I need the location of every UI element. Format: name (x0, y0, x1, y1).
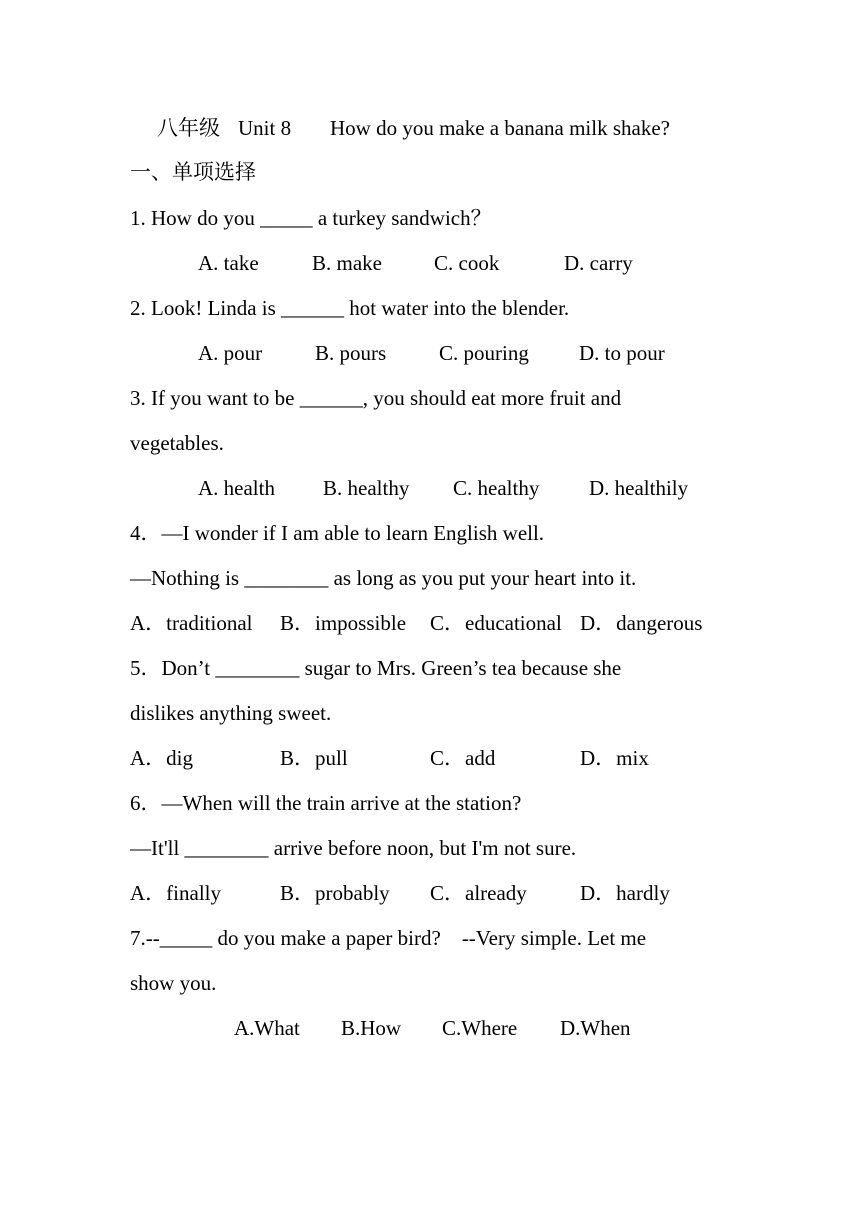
question-4-stem: 4．—I wonder if I am able to learn English well. (130, 521, 545, 545)
question-1-option-c: C. cook (434, 251, 500, 275)
question-5-option-b: B．pull (280, 746, 348, 770)
question-6-option-c: C．already (430, 881, 527, 905)
question-4-option-d: D．dangerous (580, 611, 703, 635)
question-7-stem-cont: show you. (130, 971, 217, 995)
question-6-stem-cont: —It'll ________ arrive before noon, but I'm not sure. (130, 836, 577, 860)
question-7-option-b: B.How (341, 1016, 402, 1040)
question-3-option-b: B. healthy (323, 476, 410, 500)
question-4-option-a: A．traditional (130, 611, 253, 635)
question-6-option-b: B．probably (280, 881, 390, 905)
section-heading: 一、单项选择 (130, 160, 256, 184)
title-unit: Unit 8 (238, 116, 292, 140)
question-7-option-a: A.What (234, 1016, 300, 1040)
question-5-option-a: A．dig (130, 746, 193, 770)
question-1-option-b: B. make (312, 251, 382, 275)
question-1-stem: 1. How do you _____ a turkey sandwich？ (130, 206, 492, 230)
question-1-option-d: D. carry (564, 251, 633, 275)
question-3-option-a: A. health (198, 476, 275, 500)
question-7-option-c: C.Where (442, 1016, 518, 1040)
question-4-option-b: B．impossible (280, 611, 407, 635)
title-grade: 八年级 (157, 116, 220, 140)
question-2-stem: 2. Look! Linda is ______ hot water into the blender. (130, 296, 570, 320)
question-1-option-a: A. take (198, 251, 259, 275)
question-5-stem-cont: dislikes anything sweet. (130, 701, 332, 725)
question-6-option-d: D．hardly (580, 881, 670, 905)
title-text: How do you make a banana milk shake? (330, 116, 670, 140)
question-6-option-a: A．finally (130, 881, 221, 905)
question-7-option-d: D.When (560, 1016, 631, 1040)
question-2-option-b: B. pours (315, 341, 387, 365)
question-7-stem: 7.--_____ do you make a paper bird? --Very simple. Let me (130, 926, 647, 950)
question-4-option-c: C．educational (430, 611, 562, 635)
question-2-option-d: D. to pour (579, 341, 665, 365)
question-4-stem-cont: —Nothing is ________ as long as you put your heart into it. (130, 566, 637, 590)
question-3-option-c: C. healthy (453, 476, 540, 500)
question-3-stem-cont: vegetables. (130, 431, 224, 455)
question-2-option-c: C. pouring (439, 341, 529, 365)
question-3-option-d: D. healthily (589, 476, 689, 500)
question-5-option-d: D．mix (580, 746, 649, 770)
question-2-option-a: A. pour (198, 341, 263, 365)
question-6-stem: 6．—When will the train arrive at the station? (130, 791, 522, 815)
question-5-stem: 5．Don’t ________ sugar to Mrs. Green’s tea because she (130, 656, 622, 680)
question-3-stem: 3. If you want to be ______, you should eat more fruit and (130, 386, 622, 410)
question-5-option-c: C．add (430, 746, 496, 770)
